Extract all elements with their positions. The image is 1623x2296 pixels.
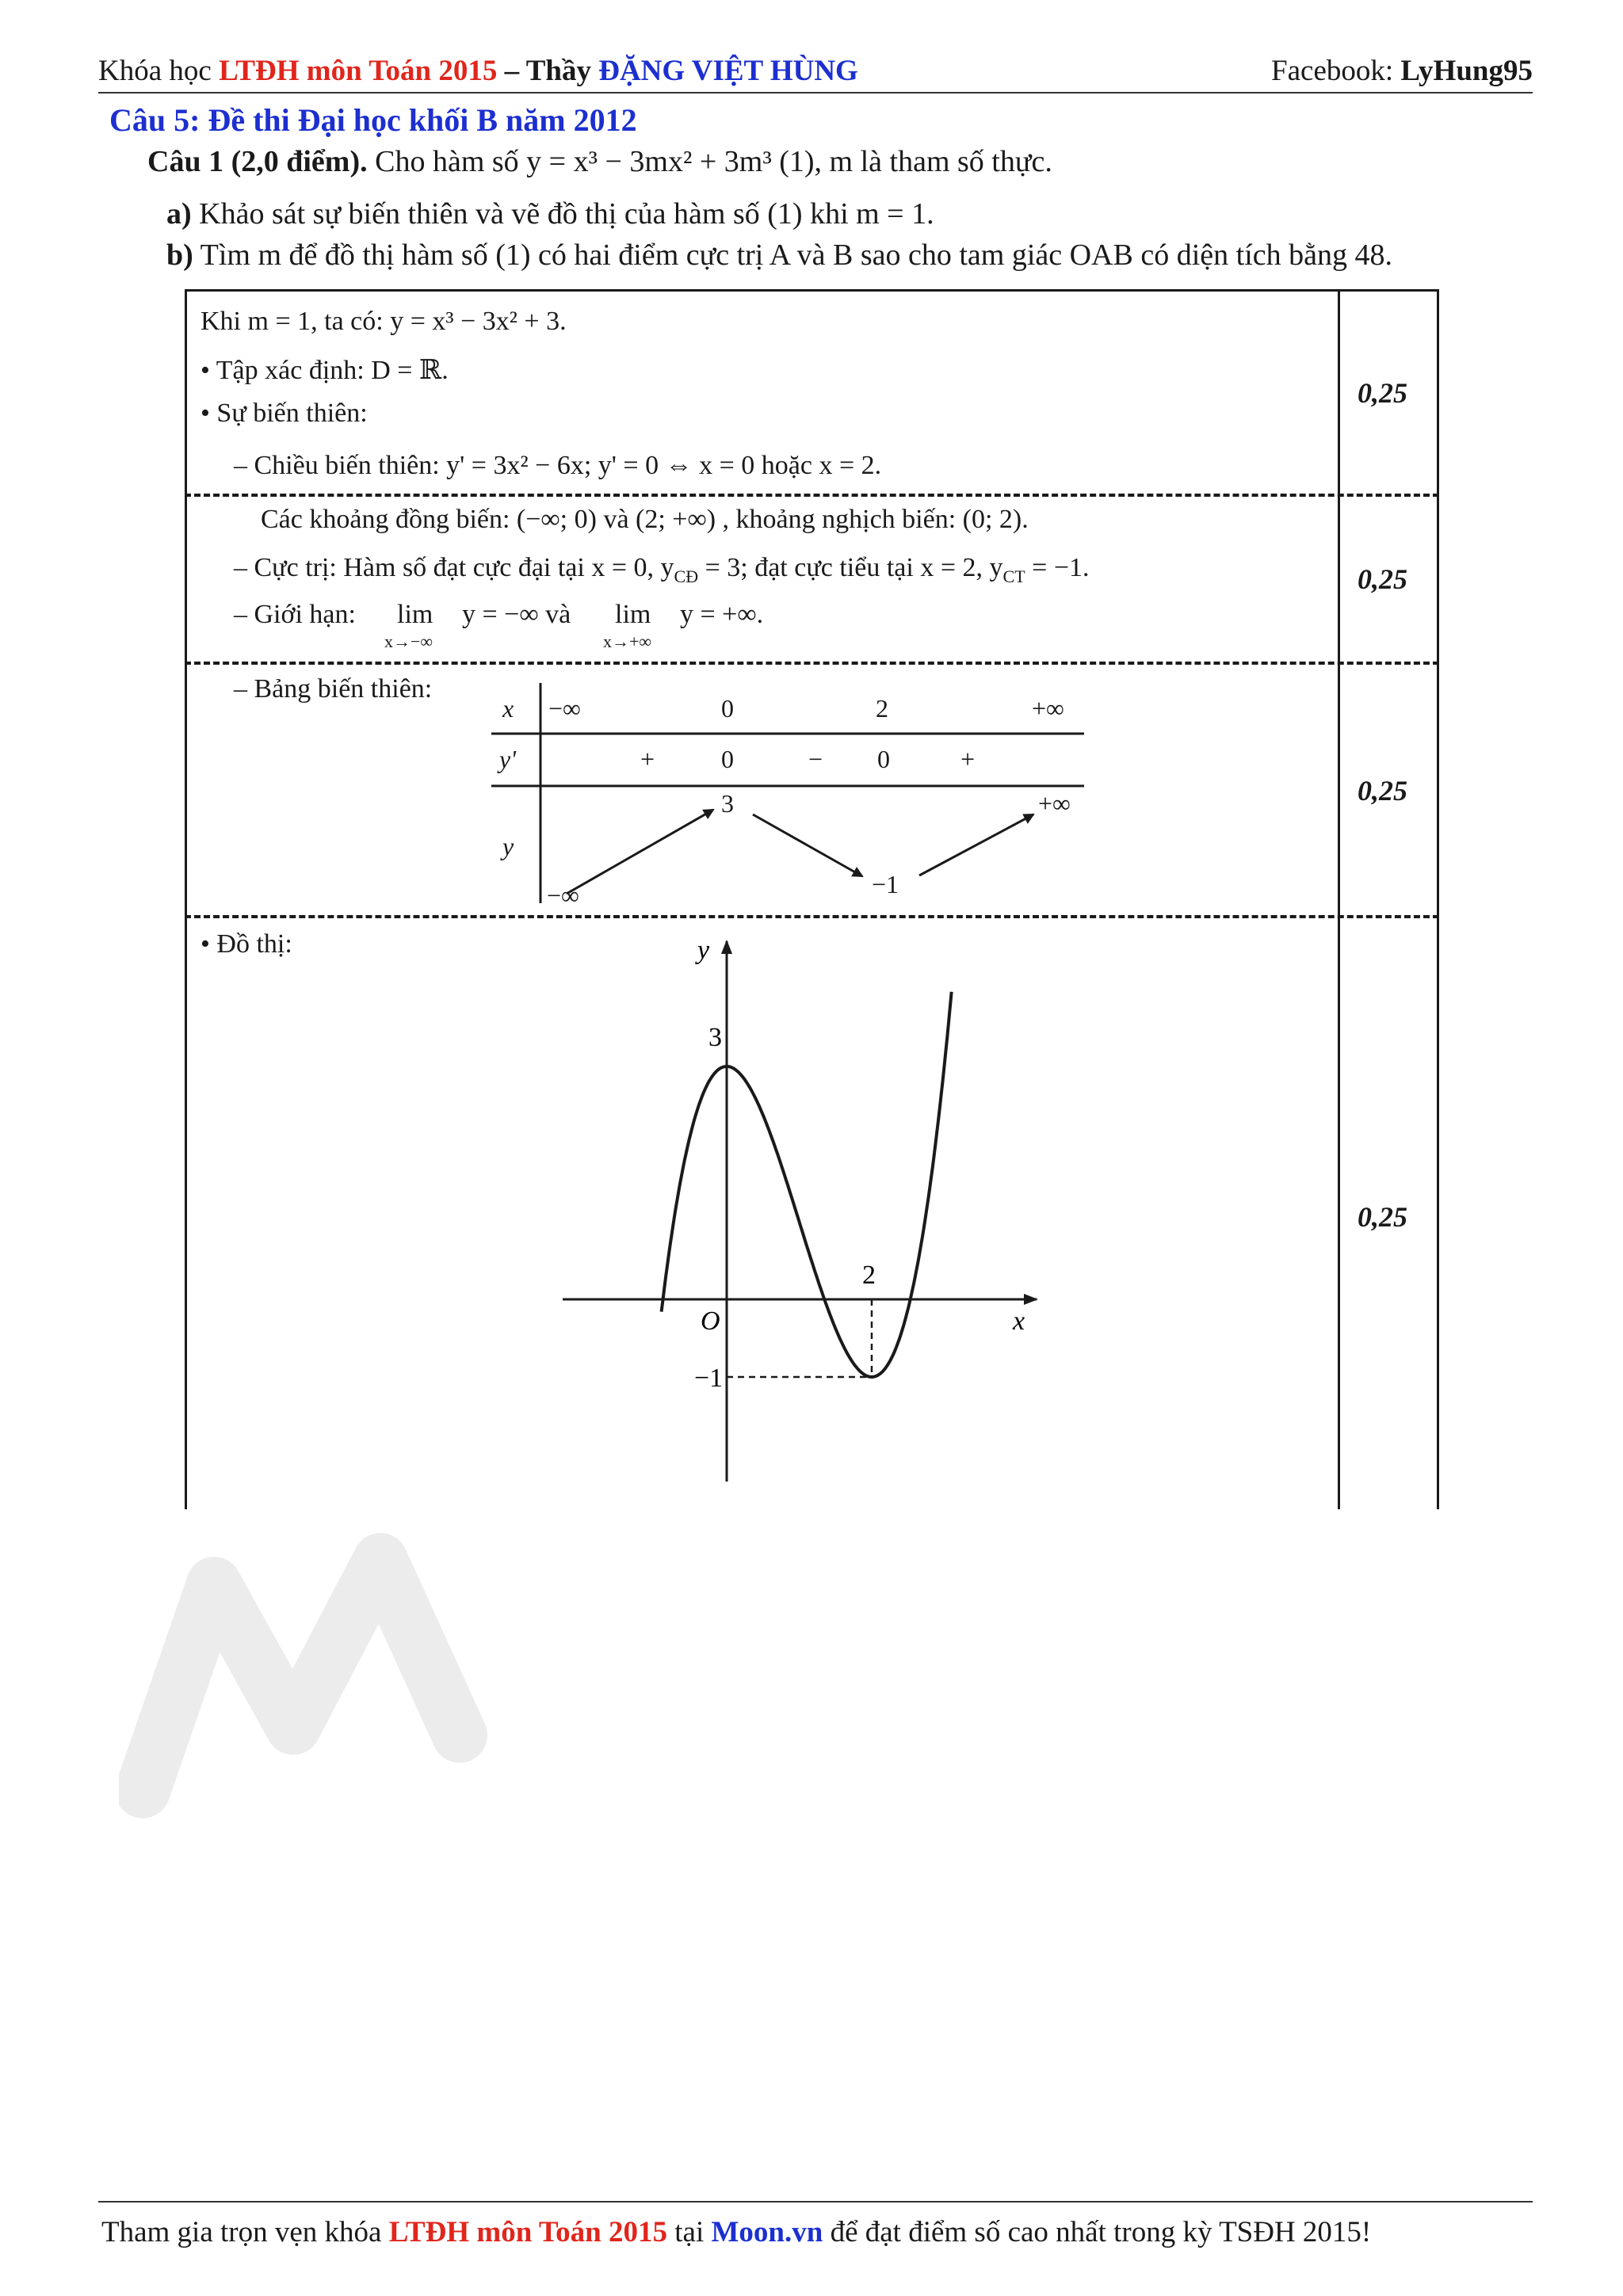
header-course: LTĐH môn Toán 2015	[219, 55, 498, 87]
row3-label: – Bảng biến thiên:	[234, 674, 433, 704]
row2-score: 0,25	[1358, 563, 1407, 595]
question-part-b	[166, 238, 1392, 273]
header-facebook-handle: LyHung95	[1400, 55, 1533, 87]
row3-score: 0,25	[1358, 775, 1407, 807]
watermark-logo	[119, 1489, 674, 1822]
tick-label-3: 3	[708, 1023, 722, 1052]
row2-line2	[234, 553, 1090, 587]
table-top-border	[185, 289, 1439, 292]
row2-sub-cd: CĐ	[674, 566, 699, 586]
table-left-border	[185, 289, 187, 1509]
header-facebook-label: Facebook:	[1271, 55, 1401, 87]
part-b-label: b)	[166, 238, 193, 272]
tick-label-2: 2	[862, 1261, 876, 1290]
header-mid: – Thầy	[497, 55, 599, 87]
header-prefix: Khóa học	[98, 55, 220, 87]
row-separator-2	[185, 662, 1439, 665]
vt-yp-label: y'	[499, 745, 517, 773]
vt-y-3: +∞	[1038, 789, 1071, 818]
part-b-text: Tìm m để đồ thị hàm số (1) có hai điểm cực trị A và B sao cho tam giác OAB có diện tích bằng 48.	[193, 238, 1392, 272]
variation-table	[491, 681, 1094, 919]
row2-line1: Các khoảng đồng biến: (−∞; 0) và (2; +∞) , khoảng nghịch biến: (0; 2).	[261, 505, 1029, 534]
footer-prefix: Tham gia trọn vẹn khóa	[101, 2216, 389, 2248]
question-part-a	[166, 196, 934, 231]
header-teacher: ĐẶNG VIỆT HÙNG	[598, 55, 858, 87]
row1-score: 0,25	[1358, 377, 1407, 409]
vt-y-0: −∞	[547, 881, 579, 910]
row1-line4: – Chiều biến thiên: y' = 3x² − 6x; y' = 0 ⇔ x = 0 hoặc x = 2.	[234, 451, 882, 480]
header-facebook	[1271, 54, 1533, 88]
row2-extrema-a: – Cực trị: Hàm số đạt cực đại tại x = 0, y	[234, 553, 674, 582]
footer-suffix: để đạt điểm số cao nhất trong kỳ TSĐH 2015!	[823, 2216, 1372, 2248]
arrow-down	[753, 814, 862, 876]
y-axis-label: y	[697, 936, 710, 965]
variation-table-lines	[491, 681, 1094, 919]
row2-lim2: lim	[615, 600, 651, 629]
vt-yp-4: +	[960, 745, 976, 773]
page-header	[98, 51, 1533, 95]
footer-divider	[98, 2201, 1533, 2203]
row2-lim2-under: x→+∞	[603, 631, 652, 651]
row4-label: • Đồ thị:	[200, 929, 292, 959]
row2-limit-label: – Giới hạn:	[234, 600, 356, 629]
vt-yp-0: +	[640, 745, 655, 773]
tick-label-minus1: −1	[694, 1363, 724, 1393]
question-text: Cho hàm số y = x³ − 3mx² + 3m³ (1), m là tham số thực.	[367, 145, 1052, 178]
vt-yp-1: 0	[721, 745, 734, 773]
part-a-text: Khảo sát sự biến thiên và vẽ đồ thị của hàm số (1) khi m = 1.	[191, 197, 934, 231]
row2-lim2-expr: y = +∞.	[680, 600, 764, 629]
row1-line2: • Tập xác định: D = ℝ.	[200, 356, 449, 385]
row2-lim1-expr: y = −∞ và	[462, 600, 571, 629]
vt-x-2: 2	[876, 694, 888, 723]
row-separator-1	[185, 494, 1439, 497]
row1-line1: Khi m = 1, ta có: y = x³ − 3x² + 3.	[200, 307, 567, 336]
row2-lim1-under: x→−∞	[384, 631, 433, 651]
row2-lim1: lim	[397, 600, 433, 629]
origin-label: O	[701, 1306, 720, 1336]
table-divider	[1338, 289, 1340, 1509]
row1-line3: • Sự biến thiên:	[200, 399, 368, 428]
section-title: Câu 5: Đề thi Đại học khối B năm 2012	[109, 102, 637, 138]
part-a-label: a)	[166, 197, 192, 231]
vt-y-2: −1	[872, 870, 899, 898]
vt-x-3: +∞	[1032, 694, 1064, 723]
question-head	[147, 144, 1052, 179]
header-divider	[98, 92, 1533, 93]
table-right-border	[1437, 289, 1439, 1509]
page-footer	[101, 2215, 1371, 2249]
vt-x-1: 0	[721, 694, 734, 723]
vt-x-0: −∞	[548, 694, 581, 723]
question-number: Câu 1 (2,0 điểm).	[147, 145, 368, 178]
header-course-info	[98, 54, 858, 88]
vt-yp-3: 0	[877, 745, 890, 773]
row2-extrema-b: = 3; đạt cực tiểu tại x = 2, y	[698, 553, 1003, 582]
footer-course: LTĐH môn Toán 2015	[388, 2216, 668, 2248]
vt-yp-2: −	[808, 745, 823, 773]
arrow-up-2	[919, 814, 1033, 875]
row2-sub-ct: CT	[1002, 566, 1025, 586]
vt-y-label: y	[502, 832, 514, 860]
vt-x-label: x	[502, 694, 514, 723]
footer-site-link[interactable]: Moon.vn	[711, 2216, 823, 2248]
row4-score: 0,25	[1358, 1201, 1407, 1233]
vt-y-1: 3	[721, 789, 734, 818]
arrow-up-1	[567, 810, 713, 894]
row2-extrema-c: = −1.	[1025, 553, 1090, 582]
function-graph	[539, 927, 1054, 1497]
footer-mid: tại	[667, 2216, 712, 2248]
x-axis-label: x	[1013, 1306, 1025, 1336]
